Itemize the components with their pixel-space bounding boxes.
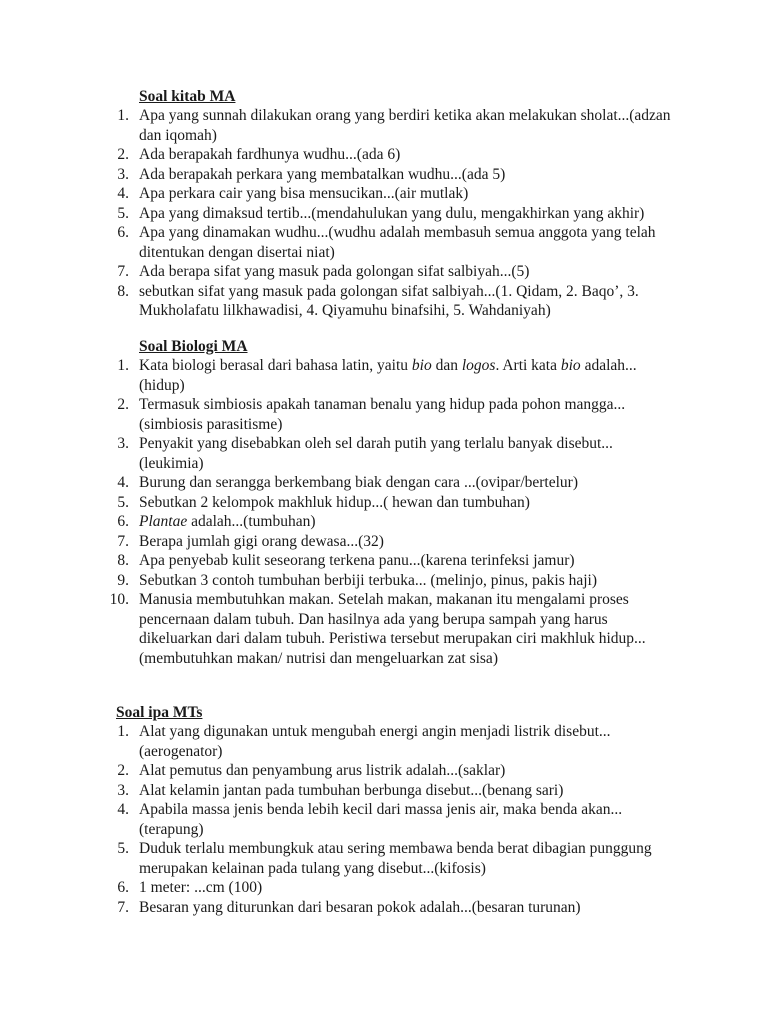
text-run: Duduk terlalu membungkuk atau sering membawa benda berat dibagian punggung merupakan kelainan pada tulang yang disebut...(kifosis)	[139, 840, 652, 877]
question-number: 2.	[117, 396, 129, 413]
question-number: 7.	[117, 263, 129, 280]
question-list	[0, 106, 679, 321]
question-text	[139, 204, 679, 224]
question-item	[0, 262, 679, 282]
section-title: Soal kitab MA	[139, 88, 236, 105]
question-number: 4.	[117, 801, 129, 818]
question-number: 2.	[117, 762, 129, 779]
text-run: Manusia membutuhkan makan. Setelah makan, makanan itu mengalami proses pencernaan dalam tubuh. Dan hasilnya ada yang berupa sampah yang harus dikeluarkan dari dalam tubuh. Peristiwa tersebut merupakan ciri makhluk hidup... (membutuhkan makan/ nutrisi dan mengeluarkan zat sisa)	[139, 591, 646, 667]
question-number: 3.	[117, 781, 129, 799]
question-text	[139, 898, 679, 918]
question-item	[0, 839, 679, 878]
question-item	[0, 781, 679, 801]
question-number: 8.	[117, 282, 129, 300]
text-run: Kata biologi berasal dari bahasa latin, yaitu	[139, 357, 412, 374]
question-item	[0, 761, 679, 781]
text-run: Apa perkara cair yang bisa mensucikan...(air mutlak)	[139, 185, 469, 202]
question-number: 6.	[117, 513, 129, 530]
question-list	[0, 356, 679, 668]
question-item	[0, 282, 679, 321]
question-number: 8.	[117, 552, 129, 569]
question-text	[139, 473, 679, 493]
question-text	[139, 395, 679, 434]
question-text	[139, 184, 679, 204]
text-run: Apa penyebab kulit seseorang terkena panu...(karena terinfeksi jamur)	[139, 552, 575, 569]
text-run: Apa yang dinamakan wudhu...(wudhu adalah membasuh semua anggota yang telah ditentukan dengan disertai niat)	[139, 224, 656, 261]
question-number: 5.	[117, 493, 129, 511]
text-run: Besaran yang diturunkan dari besaran pokok adalah...(besaran turunan)	[139, 898, 581, 916]
question-item	[0, 512, 679, 532]
text-run: Alat kelamin jantan pada tumbuhan berbunga disebut...(benang sari)	[139, 781, 564, 799]
italic-term: bio	[560, 357, 581, 374]
text-run: . Arti kata	[495, 357, 561, 374]
text-run: Berapa jumlah gigi orang dewasa...(32)	[139, 532, 384, 550]
question-item	[0, 356, 679, 395]
text-run: Ada berapa sifat yang masuk pada golongan sifat salbiyah...(5)	[139, 263, 530, 280]
question-number: 9.	[117, 571, 129, 589]
section-title: Soal Biologi MA	[139, 338, 248, 355]
question-number: 7.	[117, 898, 129, 916]
question-item	[0, 878, 679, 898]
question-item	[0, 590, 679, 668]
question-text	[139, 532, 679, 552]
text-run: Sebutkan 2 kelompok makhluk hidup...( hewan dan tumbuhan)	[139, 493, 530, 511]
question-text	[139, 512, 679, 532]
question-number: 1.	[117, 357, 129, 374]
question-item	[0, 184, 679, 204]
question-number: 3.	[117, 435, 129, 452]
question-item	[0, 493, 679, 513]
question-number: 1.	[117, 723, 129, 740]
text-run: Alat yang digunakan untuk mengubah energi angin menjadi listrik disebut... (aerogenator)	[139, 723, 611, 760]
question-number: 4.	[117, 185, 129, 202]
text-run: Ada berapakah fardhunya wudhu...(ada 6)	[139, 146, 401, 163]
question-text	[139, 800, 679, 839]
question-item	[0, 473, 679, 493]
question-text	[139, 839, 679, 878]
question-number: 2.	[117, 146, 129, 163]
question-text	[139, 165, 679, 185]
text-run: Apa yang sunnah dilakukan orang yang berdiri ketika akan melakukan sholat...(adzan dan iqomah)	[139, 107, 671, 144]
text-run: 1 meter: ...cm (100)	[139, 879, 263, 896]
text-run: Apabila massa jenis benda lebih kecil dari massa jenis air, maka benda akan... (terapung)	[139, 801, 623, 838]
italic-term: logos	[461, 357, 496, 374]
question-number: 5.	[117, 204, 129, 222]
italic-term: bio	[411, 357, 432, 374]
question-item	[0, 106, 679, 145]
question-text	[139, 722, 679, 761]
question-item	[0, 532, 679, 552]
question-item	[0, 204, 679, 224]
question-text	[139, 551, 679, 571]
question-number: 7.	[117, 532, 129, 550]
text-run: adalah... (hidup)	[139, 357, 637, 394]
question-number: 6.	[117, 224, 129, 241]
text-run: Ada berapakah perkara yang membatalkan wudhu...(ada 5)	[139, 165, 506, 183]
question-item	[0, 165, 679, 185]
question-number: 10.	[109, 591, 129, 608]
question-text	[139, 571, 679, 591]
question-text	[139, 781, 679, 801]
question-text	[139, 262, 679, 282]
question-text	[139, 878, 679, 898]
section-title: Soal ipa MTs	[116, 704, 203, 721]
text-run: Apa yang dimaksud tertib...(mendahulukan yang dulu, mengakhirkan yang akhir)	[139, 204, 645, 222]
question-item	[0, 800, 679, 839]
question-item	[0, 434, 679, 473]
question-text	[139, 106, 679, 145]
italic-term: Plantae	[139, 513, 188, 530]
question-text	[139, 282, 679, 321]
text-run: adalah...(tumbuhan)	[187, 513, 316, 530]
text-run: Burung dan serangga berkembang biak dengan cara ...(ovipar/bertelur)	[139, 474, 578, 491]
question-item	[0, 551, 679, 571]
question-text	[139, 590, 679, 668]
question-item	[0, 722, 679, 761]
question-item	[0, 898, 679, 918]
text-run: Penyakit yang disebabkan oleh sel darah putih yang terlalu banyak disebut... (leukimia)	[139, 435, 613, 472]
question-text	[139, 493, 679, 513]
question-item	[0, 145, 679, 165]
question-item	[0, 223, 679, 262]
question-number: 4.	[117, 474, 129, 491]
question-number: 6.	[117, 879, 129, 896]
question-number: 5.	[117, 840, 129, 857]
question-number: 1.	[117, 107, 129, 124]
question-list	[0, 722, 679, 917]
text-run: sebutkan sifat yang masuk pada golongan sifat salbiyah...(1. Qidam, 2. Baqo’, 3. Mukholafatu lilkhawadisi, 4. Qiyamuhu binafsihi, 5. Wahdaniyah)	[139, 282, 639, 319]
text-run: Termasuk simbiosis apakah tanaman benalu yang hidup pada pohon mangga... (simbiosis parasitisme)	[139, 396, 626, 433]
text-run: dan	[431, 357, 462, 374]
text-run: Sebutkan 3 contoh tumbuhan berbiji terbuka... (melinjo, pinus, pakis haji)	[139, 571, 598, 589]
question-number: 3.	[117, 165, 129, 183]
question-text	[139, 761, 679, 781]
question-text	[139, 356, 679, 395]
question-item	[0, 395, 679, 434]
question-text	[139, 434, 679, 473]
question-item	[0, 571, 679, 591]
text-run: Alat pemutus dan penyambung arus listrik adalah...(saklar)	[139, 762, 506, 779]
question-text	[139, 223, 679, 262]
question-text	[139, 145, 679, 165]
